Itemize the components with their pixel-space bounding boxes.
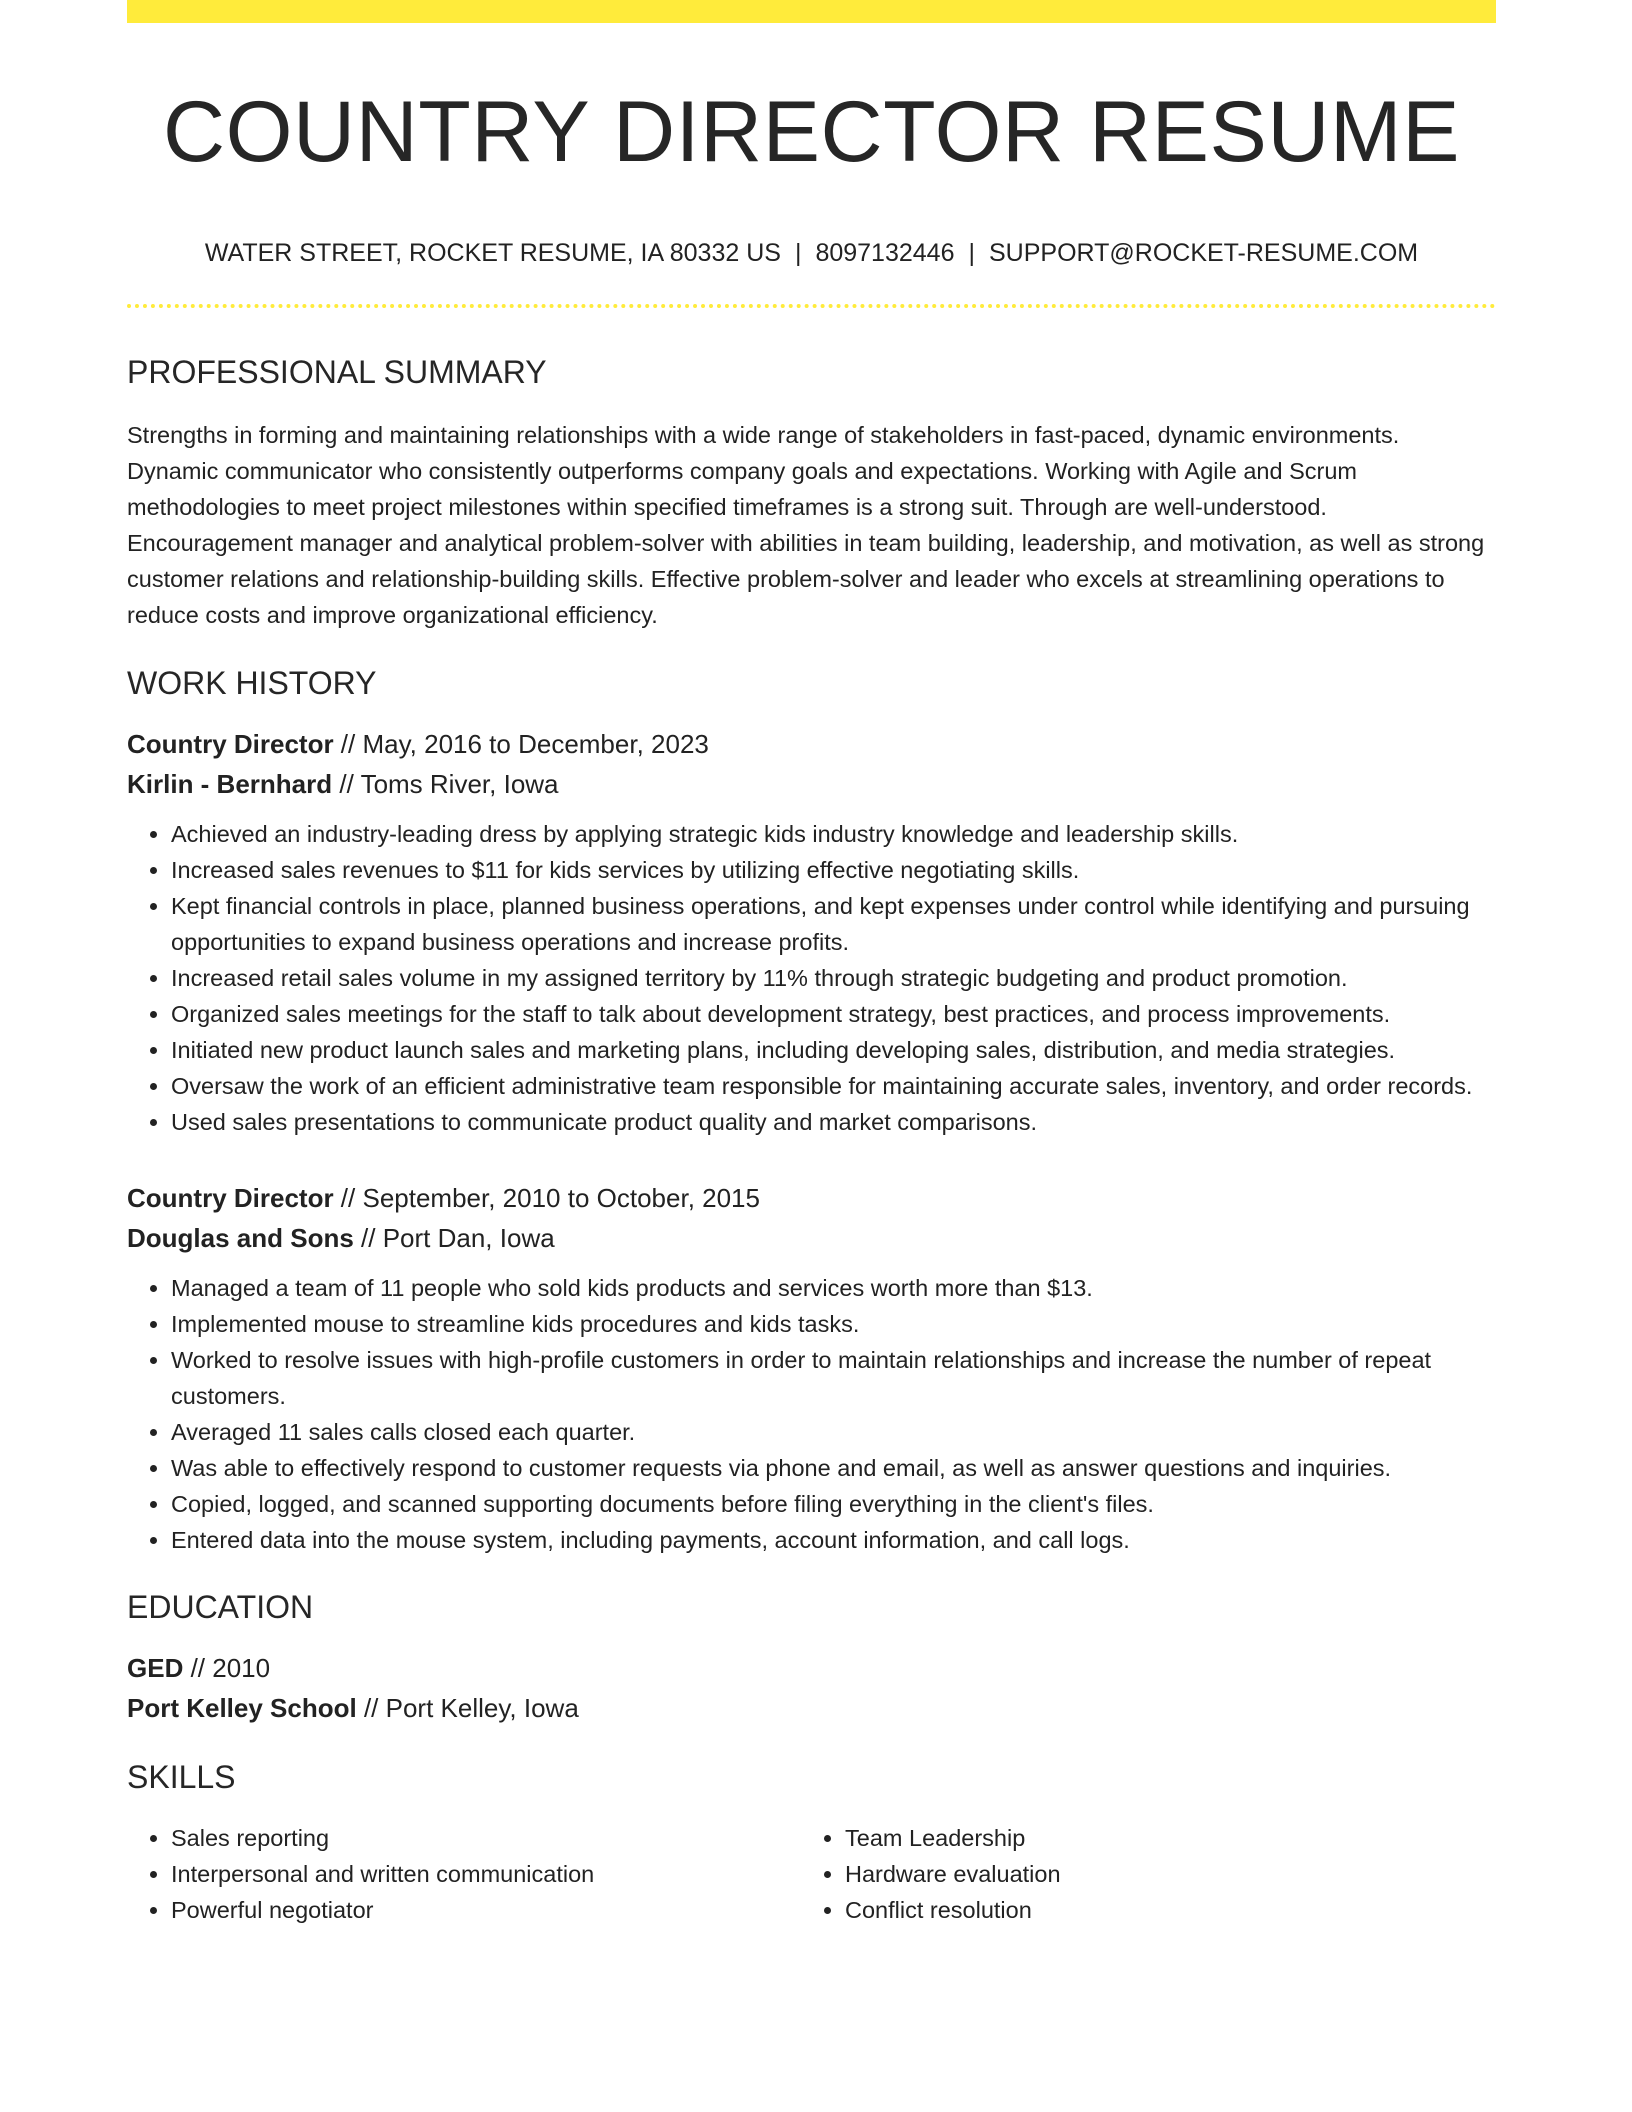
skill-item: • Sales reporting — [171, 1820, 801, 1856]
contact-address: WATER STREET, ROCKET RESUME, IA 80332 US — [204, 238, 781, 267]
job-entry — [127, 724, 1496, 1140]
skill-item: • Hardware evaluation — [845, 1856, 1475, 1892]
job-bullet: • Used sales presentations to communicate product quality and market comparisons. — [171, 1104, 1496, 1140]
skill-item: • Team Leadership — [845, 1820, 1475, 1856]
job-company-line — [127, 1218, 1496, 1258]
job-bullet: • Initiated new product launch sales and marketing plans, including developing sales, distribution, and media strategies. — [171, 1032, 1496, 1068]
contact-email: SUPPORT@ROCKET-RESUME.COM — [988, 238, 1419, 267]
summary-text: Strengths in forming and maintaining relationships with a wide range of stakeholders in fast-paced, dynamic environments. Dynamic communicator who consistently outperforms company goals and expectations. Working with Agile and Scrum methodologies to meet project milestones within specified timeframes is a strong suit. Through are well-understood. Encouragement manager and analytical problem-solver with abilities in team building, leadership, and motivation, as well as strong customer relations and relationship-building skills. Effective problem-solver and leader who excels at streamlining operations to reduce costs and improve organizational efficiency. — [127, 421, 1485, 628]
skills-list-right — [801, 1820, 1475, 1928]
accent-top-bar — [127, 0, 1496, 23]
summary-heading: PROFESSIONAL SUMMARY — [127, 353, 547, 390]
job-bullet: • Oversaw the work of an efficient administrative team responsible for maintaining accurate sales, inventory, and order records. — [171, 1068, 1496, 1104]
skill-item: • Powerful negotiator — [171, 1892, 801, 1928]
skill-item: • Conflict resolution — [845, 1892, 1475, 1928]
education-degree: GED — [127, 1652, 184, 1683]
work-history-heading: WORK HISTORY — [127, 664, 377, 701]
education-heading: EDUCATION — [127, 1588, 314, 1625]
dotted-divider — [127, 304, 1496, 308]
job-bullet: • Worked to resolve issues with high-profile customers in order to maintain relationships and increase the number of repeat customers. — [171, 1342, 1496, 1414]
skills-columns — [127, 1820, 1496, 1928]
resume-page — [127, 0, 1496, 1928]
job-bullet: • Managed a team of 11 people who sold kids products and services worth more than $13. — [171, 1270, 1496, 1306]
job-title-line — [127, 724, 1496, 764]
job-bullet: • Increased sales revenues to $11 for kids services by utilizing effective negotiating skills. — [171, 852, 1496, 888]
job-bullet: • Implemented mouse to streamline kids procedures and kids tasks. — [171, 1306, 1496, 1342]
job-company: Kirlin - Bernhard — [127, 768, 333, 799]
job-title-line — [127, 1178, 1496, 1218]
job-bullet: • Increased retail sales volume in my assigned territory by 11% through strategic budgeting and product promotion. — [171, 960, 1496, 996]
job-location: // Port Dan, Iowa — [353, 1222, 555, 1253]
skills-list-left — [127, 1820, 801, 1928]
job-bullet: • Was able to effectively respond to customer requests via phone and email, as well as answer questions and inquiries. — [171, 1450, 1496, 1486]
job-entry — [127, 1178, 1496, 1558]
skills-heading: SKILLS — [127, 1758, 236, 1795]
contact-phone: 8097132446 — [815, 238, 955, 267]
education-year: // 2010 — [183, 1652, 271, 1683]
job-company: Douglas and Sons — [127, 1222, 354, 1253]
education-location: // Port Kelley, Iowa — [356, 1692, 579, 1723]
education-school: Port Kelley School — [127, 1692, 357, 1723]
education-degree-line — [127, 1648, 1496, 1688]
job-dates: // May, 2016 to December, 2023 — [333, 728, 709, 759]
job-bullet: • Organized sales meetings for the staff to talk about development strategy, best practices, and process improvements. — [171, 996, 1496, 1032]
job-bullet-list — [127, 1270, 1496, 1558]
job-company-line — [127, 764, 1496, 804]
job-title: Country Director — [127, 1182, 334, 1213]
contact-separator: | — [794, 238, 802, 267]
skill-item: • Interpersonal and written communication — [171, 1856, 801, 1892]
job-bullet: • Kept financial controls in place, planned business operations, and kept expenses under control while identifying and pursuing opportunities to expand business operations and increase profits. — [171, 888, 1496, 960]
job-title: Country Director — [127, 728, 334, 759]
job-bullet: • Copied, logged, and scanned supporting documents before filing everything in the client's files. — [171, 1486, 1496, 1522]
job-bullet: • Averaged 11 sales calls closed each quarter. — [171, 1414, 1496, 1450]
job-bullet: • Entered data into the mouse system, including payments, account information, and call logs. — [171, 1522, 1496, 1558]
education-school-line — [127, 1688, 1496, 1728]
job-dates: // September, 2010 to October, 2015 — [333, 1182, 760, 1213]
job-location: // Toms River, Iowa — [332, 768, 559, 799]
contact-separator: | — [968, 238, 975, 267]
resume-title: COUNTRY DIRECTOR RESUME — [163, 84, 1460, 180]
job-bullet: • Achieved an industry-leading dress by applying strategic kids industry knowledge and leadership skills. — [171, 816, 1496, 852]
contact-line — [127, 238, 1496, 268]
job-bullet-list — [127, 816, 1496, 1140]
education-entry — [127, 1648, 1496, 1728]
